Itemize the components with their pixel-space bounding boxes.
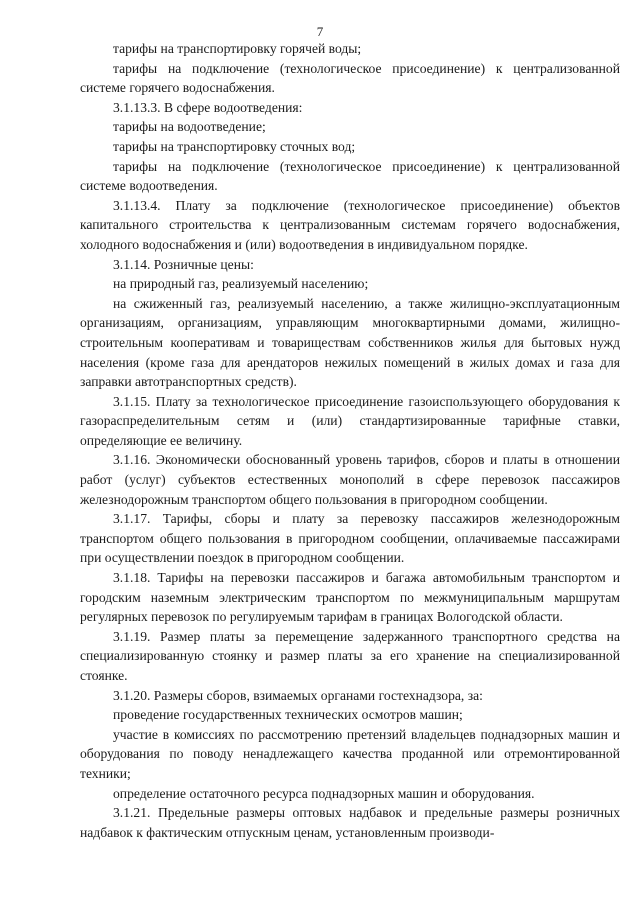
document-body bbox=[80, 39, 620, 842]
paragraph: 3.1.15. Плату за технологическое присоединение газоиспользующего оборудования к газораспределительным сетям и (или) стандартизированные тарифные ставки, определяющие ее величину. bbox=[80, 393, 620, 448]
paragraph: 3.1.13.3. В сфере водоотведения: bbox=[113, 99, 303, 115]
paragraph: на сжиженный газ, реализуемый населению, а также жилищно-эксплуатационным организациям, организациям, управляющим многоквартирными домами, жилищно-строительным кооперативам и товариществам собственников жилья для бытовых нужд населения (кроме газа для арендаторов нежилых помещений в жилых домах и газа для заправки автотранспортных средств). bbox=[80, 295, 620, 390]
paragraph: на природный газ, реализуемый населению; bbox=[113, 276, 369, 292]
paragraph: тарифы на транспортировку сточных вод; bbox=[113, 138, 356, 154]
paragraph: 3.1.20. Размеры сборов, взимаемых органами гостехнадзора, за: bbox=[113, 687, 483, 703]
paragraph: тарифы на подключение (технологическое присоединение) к централизованной системе горячего водоснабжения. bbox=[80, 60, 620, 96]
paragraph: участие в комиссиях по рассмотрению претензий владельцев поднадзорных машин и оборудования по поводу ненадлежащего качества проданной или отремонтированной техники; bbox=[80, 726, 620, 781]
paragraph: тарифы на водоотведение; bbox=[113, 119, 266, 135]
paragraph: определение остаточного ресурса поднадзорных машин и оборудования. bbox=[113, 785, 535, 801]
paragraph: 3.1.21. Предельные размеры оптовых надбавок и предельные размеры розничных надбавок к фактическим отпускным ценам, установленным производи- bbox=[80, 805, 620, 840]
paragraph: проведение государственных технических осмотров машин; bbox=[113, 707, 463, 723]
paragraph: тарифы на подключение (технологическое присоединение) к централизованной системе водоотведения. bbox=[80, 158, 620, 194]
paragraph: 3.1.18. Тарифы на перевозки пассажиров и багажа автомобильным транспортом и городским наземным электрическим транспортом по межмуниципальным маршрутам регулярных перевозок по регулируемым тарифам в границах Вологодской области. bbox=[80, 570, 620, 625]
paragraph: 3.1.13.4. Плату за подключение (технологическое присоединение) объектов капитального строительства к централизованным системам горячего водоснабжения, холодного водоснабжения и (или) водоотведения в индивидуальном порядке. bbox=[80, 197, 620, 252]
paragraph: 3.1.17. Тарифы, сборы и плату за перевозку пассажиров железнодорожным транспортом общего пользования в пригородном сообщении, оплачиваемые пассажирами при осуществлении поездок в пригородном сообщении. bbox=[80, 511, 620, 566]
paragraph: 3.1.19. Размер платы за перемещение задержанного транспортного средства на специализированную стоянку и размер платы за его хранение на специализированной стоянке. bbox=[80, 628, 620, 683]
paragraph: тарифы на транспортировку горячей воды; bbox=[113, 41, 362, 56]
page-number: 7 bbox=[316, 24, 324, 39]
paragraph: 3.1.16. Экономически обоснованный уровень тарифов, сборов и платы в отношении работ (услуг) субъектов естественных монополий в сфере перевозок пассажиров железнодорожным транспортом общего пользования в пригородном сообщении. bbox=[80, 452, 620, 507]
paragraph: 3.1.14. Розничные цены: bbox=[113, 256, 254, 272]
